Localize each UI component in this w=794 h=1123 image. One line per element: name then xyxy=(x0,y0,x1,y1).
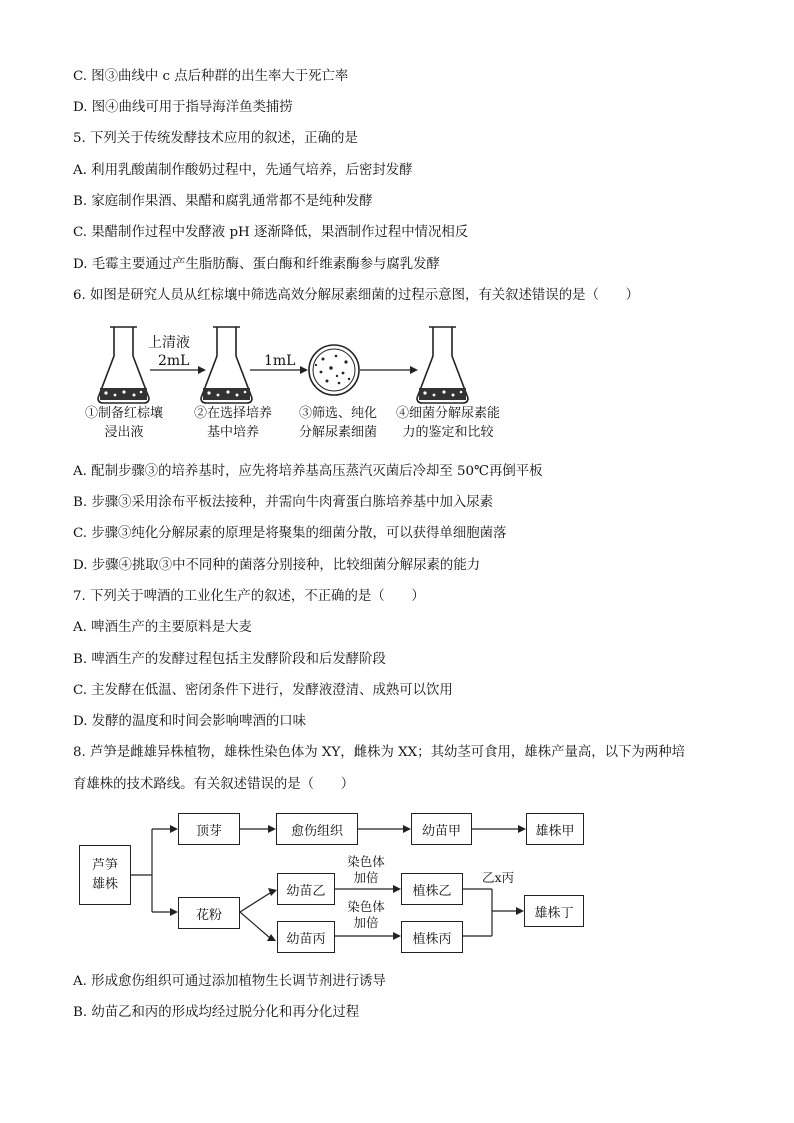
plant-bing-box: 植株丙 xyxy=(401,921,463,953)
seedling-jia-box: 幼苗甲 xyxy=(411,813,472,845)
question-6-stem: 6. 如图是研究人员从红棕壤中筛选高效分解尿素细菌的过程示意图，有关叙述错误的是（ ） xyxy=(73,288,640,303)
callus-box: 愈伤组织 xyxy=(276,813,358,845)
question-5-stem: 5. 下列关于传统发酵技术应用的叙述，正确的是 xyxy=(73,131,358,146)
option-line: D. 图④曲线可用于指导海洋鱼类捕捞 xyxy=(73,100,293,115)
question-8-stem: 8. 芦笋是雌雄异株植物，雄株性染色体为 XY，雌株为 XX；其幼茎可食用，雄株产量高，以下为两种培 xyxy=(73,745,685,760)
male-ding-box: 雄株丁 xyxy=(524,895,584,927)
option-line: A. 利用乳酸菌制作酸奶过程中，先通气培养，后密封发酵 xyxy=(73,163,413,178)
option-line: C. 步骤③纯化分解尿素的原理是将聚集的细菌分散，可以获得单细胞菌落 xyxy=(73,526,507,541)
doubling-label: 染色体 xyxy=(347,854,385,869)
option-line: B. 幼苗乙和丙的形成均经过脱分化和再分化过程 xyxy=(73,1005,360,1020)
option-line: A. 配制步骤③的培养基时，应先将培养基高压蒸汽灭菌后冷却至 50℃再倒平板 xyxy=(73,464,543,479)
step-label: 基中培养 xyxy=(206,425,259,440)
doubling-label: 加倍 xyxy=(353,915,379,930)
option-line: B. 步骤③采用涂布平板法接种，并需向牛肉膏蛋白胨培养基中加入尿素 xyxy=(73,495,494,510)
option-line: B. 家庭制作果酒、果醋和腐乳通常都不是纯种发酵 xyxy=(73,194,373,209)
doubling-label: 染色体 xyxy=(347,899,385,914)
seedling-yi-box: 幼苗乙 xyxy=(277,873,335,905)
step-label: 分解尿素细菌 xyxy=(298,425,377,440)
cross-label: 乙x丙 xyxy=(481,870,515,885)
step-label: 浸出液 xyxy=(104,425,144,440)
step-label: ③筛选、纯化 xyxy=(298,406,377,421)
question-8-stem: 育雄株的技术路线。有关叙述错误的是（ ） xyxy=(73,777,355,792)
asparagus-male-box xyxy=(79,845,131,905)
option-line: C. 主发酵在低温、密闭条件下进行，发酵液澄清、成熟可以饮用 xyxy=(73,683,453,698)
step-label: ④细菌分解尿素能 xyxy=(395,406,500,421)
option-line: B. 啤酒生产的发酵过程包括主发酵阶段和后发酵阶段 xyxy=(73,652,386,667)
step-label: ②在选择培养 xyxy=(193,406,272,421)
question-7-stem: 7. 下列关于啤酒的工业化生产的叙述，不正确的是（ ） xyxy=(73,589,425,604)
option-line: C. 图③曲线中 c 点后种群的出生率大于死亡率 xyxy=(73,69,349,84)
option-line: D. 步骤④挑取③中不同种的菌落分别接种，比较细菌分解尿素的能力 xyxy=(73,558,481,573)
arrow-label: 1mL xyxy=(264,353,296,369)
option-line: A. 啤酒生产的主要原料是大麦 xyxy=(73,620,252,635)
step-label: ①制备红棕壤 xyxy=(84,406,163,421)
male-jia-box: 雄株甲 xyxy=(526,813,584,845)
box-label: 雄株 xyxy=(91,877,118,892)
step-label: 力的鉴定和比较 xyxy=(402,425,494,440)
doubling-label: 加倍 xyxy=(353,870,379,885)
plant-yi-box: 植株乙 xyxy=(401,873,463,905)
option-line: C. 果醋制作过程中发酵液 pH 逐渐降低，果酒制作过程中情况相反 xyxy=(73,225,469,240)
option-line: D. 毛霉主要通过产生脂肪酶、蛋白酶和纤维素酶参与腐乳发酵 xyxy=(73,257,440,272)
arrow-label: 2mL xyxy=(158,353,190,369)
option-line: A. 形成愈伤组织可通过添加植物生长调节剂进行诱导 xyxy=(73,974,386,989)
box-label: 芦笋 xyxy=(91,858,118,873)
arrow-label: 上清液 xyxy=(148,335,190,351)
pollen-box: 花粉 xyxy=(178,897,240,929)
option-line: D. 发酵的温度和时间会影响啤酒的口味 xyxy=(73,714,307,729)
top-bud-box: 顶芽 xyxy=(178,813,240,845)
seedling-bing-box: 幼苗丙 xyxy=(277,921,335,953)
